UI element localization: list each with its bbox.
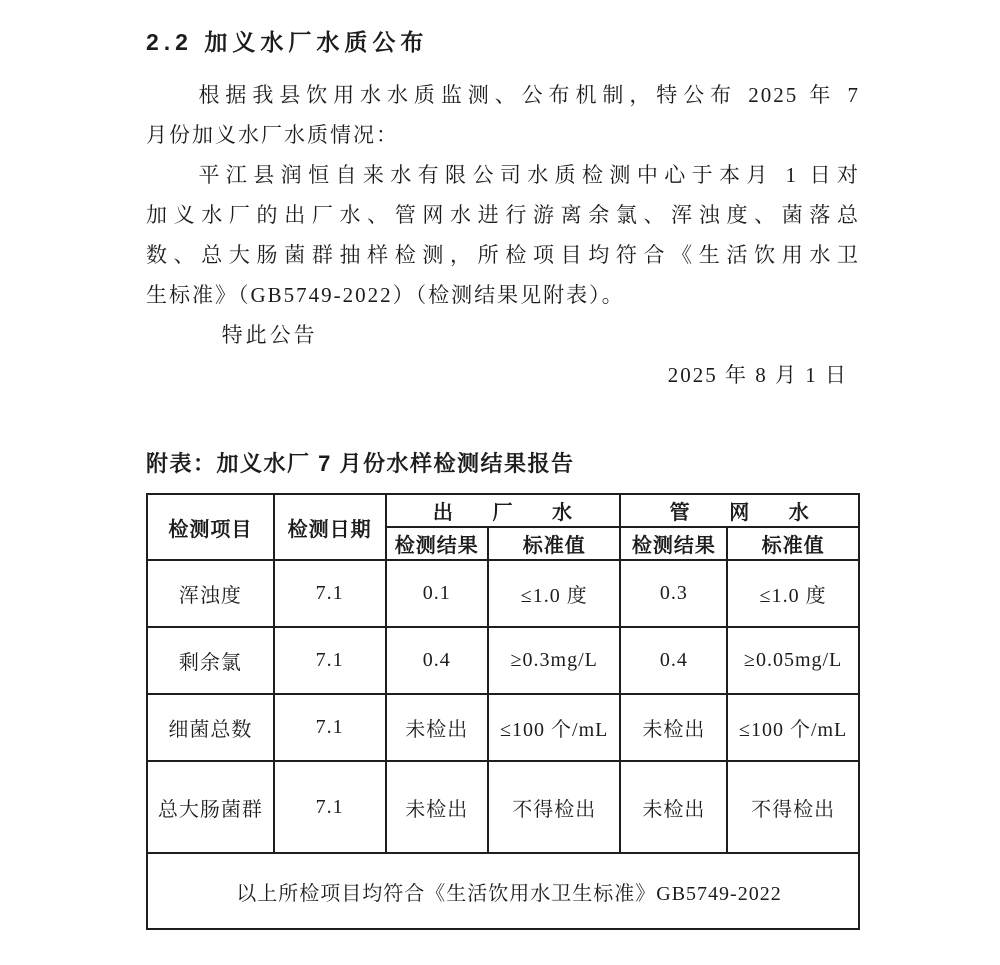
closing-statement: 特此公告	[221, 323, 318, 347]
table-cell-date: 7.1	[274, 627, 386, 694]
table-cell-date: 7.1	[274, 761, 386, 853]
paragraph-line: 月份加义水厂水质情况：	[146, 123, 399, 147]
water-quality-table	[146, 493, 860, 930]
table-cell-factory-standard: ≤100 个/mL	[488, 694, 620, 761]
table-cell-item: 剩余氯	[147, 627, 274, 694]
table-row-coliform	[147, 761, 859, 853]
table-cell-network-result: 未检出	[620, 761, 727, 853]
paragraph-line: 生标准》（GB5749-2022）（检测结果见附表）。	[146, 283, 625, 307]
header-cell-date: 检测日期	[274, 494, 386, 560]
table-cell-item: 总大肠菌群	[147, 761, 274, 853]
table-cell-network-standard: ≥0.05mg/L	[727, 627, 859, 694]
table-cell-factory-standard: ≥0.3mg/L	[488, 627, 620, 694]
table-cell-date: 7.1	[274, 560, 386, 627]
table-cell-network-result: 0.4	[620, 627, 727, 694]
table-footer-row	[147, 853, 859, 929]
table-cell-factory-standard: 不得检出	[488, 761, 620, 853]
header-cell-network-water-group: 管 网 水	[620, 494, 859, 527]
header-cell-network-result: 检测结果	[620, 527, 727, 560]
paragraph-line: 加义水厂的出厂水、管网水进行游离余氯、浑浊度、菌落总	[146, 203, 860, 227]
paragraph-line: 平江县润恒自来水有限公司水质检测中心于本月 1 日对	[198, 163, 860, 187]
paragraph-line: 数、总大肠菌群抽样检测，所检项目均符合《生活饮用水卫	[146, 243, 860, 267]
header-cell-factory-result: 检测结果	[386, 527, 489, 560]
table-cell-factory-result: 未检出	[386, 694, 489, 761]
table-cell-network-standard: 不得检出	[727, 761, 859, 853]
table-cell-factory-result: 未检出	[386, 761, 489, 853]
table-cell-factory-standard: ≤1.0 度	[488, 560, 620, 627]
table-cell-network-result: 0.3	[620, 560, 727, 627]
header-cell-network-standard: 标准值	[727, 527, 859, 560]
table-header-row-groups	[147, 494, 859, 527]
table-cell-network-standard: ≤100 个/mL	[727, 694, 859, 761]
paragraph-test-description	[146, 155, 860, 315]
header-cell-item: 检测项目	[147, 494, 274, 560]
header-cell-factory-water-group: 出 厂 水	[386, 494, 621, 527]
section-heading: 2.2 加义水厂水质公布	[146, 29, 429, 55]
announcement-date: 2025 年 8 月 1 日	[667, 363, 848, 387]
table-row-turbidity	[147, 560, 859, 627]
header-cell-factory-standard: 标准值	[488, 527, 620, 560]
table-row-residual-chlorine	[147, 627, 859, 694]
paragraph-announcement-intro	[146, 75, 860, 155]
table-cell-factory-result: 0.1	[386, 560, 489, 627]
table-cell-date: 7.1	[274, 694, 386, 761]
paragraph-line: 根据我县饮用水水质监测、公布机制，特公布 2025 年 7	[198, 83, 860, 107]
table-cell-network-standard: ≤1.0 度	[727, 560, 859, 627]
table-cell-network-result: 未检出	[620, 694, 727, 761]
table-footer-note: 以上所检项目均符合《生活饮用水卫生标准》GB5749-2022	[147, 853, 859, 929]
table-row-bacteria-total	[147, 694, 859, 761]
table-cell-factory-result: 0.4	[386, 627, 489, 694]
table-caption: 附表：加义水厂 7 月份水样检测结果报告	[146, 451, 575, 476]
table-cell-item: 浑浊度	[147, 560, 274, 627]
table-cell-item: 细菌总数	[147, 694, 274, 761]
